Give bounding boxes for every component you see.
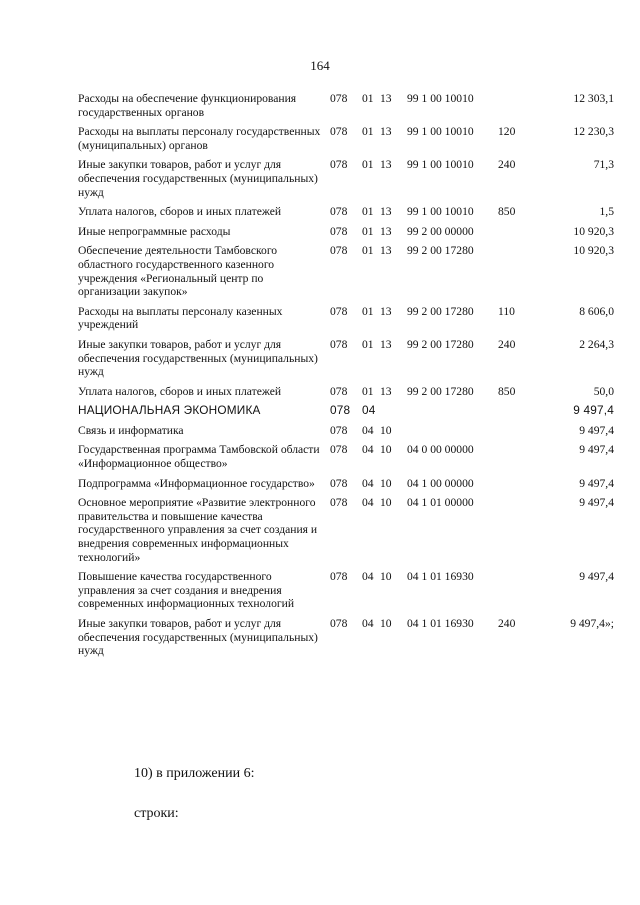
subsection-code: 10: [380, 617, 392, 630]
subsection-code: 13: [380, 384, 392, 398]
ved-code: 078: [330, 158, 348, 172]
section-code: 01: [362, 244, 374, 258]
target-article-code: 99 1 00 10010: [407, 205, 474, 219]
target-article-code: 99 2 00 17280: [407, 384, 474, 398]
subsection-code: 13: [380, 337, 392, 351]
expense-type-code: 240: [498, 617, 516, 630]
section-code: 04: [362, 570, 374, 584]
expense-type-code: 240: [498, 337, 516, 351]
subsection-code: 10: [380, 570, 392, 584]
amount: 2 264,3: [579, 337, 614, 351]
section-code: 04: [362, 403, 376, 418]
amount: 71,3: [593, 158, 614, 172]
ved-code: 078: [330, 570, 348, 584]
subsection-code: 10: [380, 476, 392, 490]
expense-type-code: 850: [498, 384, 516, 398]
amount: 9 497,4: [579, 443, 614, 457]
table-row: [78, 338, 626, 379]
expense-type-code: 240: [498, 158, 516, 172]
row-name: Подпрограмма «Информационное государство»: [78, 476, 315, 490]
target-article-code: 99 2 00 17280: [407, 304, 474, 318]
target-article-code: 99 1 00 10010: [407, 92, 474, 105]
ved-code: 078: [330, 496, 348, 510]
ved-code: 078: [330, 304, 348, 318]
ved-code: 078: [330, 403, 351, 418]
section-code: 01: [362, 158, 374, 172]
amount: 9 497,4: [579, 423, 614, 437]
row-name: Расходы на обеспечение функционирования государственных органов: [78, 92, 297, 119]
amount: 12 230,3: [573, 125, 614, 139]
subsection-code: 13: [380, 158, 392, 172]
subsection-code: 13: [380, 92, 392, 105]
table-row: [78, 404, 626, 418]
page-number: 164: [310, 58, 330, 73]
section-code: 01: [362, 205, 374, 219]
ved-code: 078: [330, 337, 348, 351]
table-row: [78, 205, 626, 219]
amount: 10 920,3: [573, 224, 614, 238]
row-name: Уплата налогов, сборов и иных платежей: [78, 205, 282, 219]
subsection-code: 10: [380, 443, 392, 457]
ved-code: 078: [330, 617, 348, 630]
row-name: Иные закупки товаров, работ и услуг для обеспечения государственных (муниципальных) нужд: [78, 158, 318, 199]
subsection-code: 13: [380, 125, 392, 139]
section-code: 01: [362, 125, 374, 139]
amount: 10 920,3: [573, 244, 614, 258]
target-article-code: 99 1 00 10010: [407, 158, 474, 172]
table-row: [78, 244, 626, 298]
table-row: [78, 385, 626, 399]
row-name: Уплата налогов, сборов и иных платежей: [78, 384, 282, 398]
ved-code: 078: [330, 443, 348, 457]
amount: 9 497,4: [579, 476, 614, 490]
section-code: 04: [362, 496, 374, 510]
subsection-code: 13: [380, 304, 392, 318]
section-code: 04: [362, 476, 374, 490]
budget-table: [78, 92, 626, 664]
expense-type-code: 850: [498, 205, 516, 219]
ved-code: 078: [330, 205, 348, 219]
subsection-code: 13: [380, 224, 392, 238]
amount: 12 303,1: [573, 92, 614, 105]
row-name: Иные закупки товаров, работ и услуг для обеспечения государственных (муниципальных) нужд: [78, 337, 318, 379]
subsection-code: 13: [380, 244, 392, 258]
row-name: Расходы на выплаты персоналу казенных учреждений: [78, 304, 283, 332]
table-row: [78, 225, 626, 239]
ved-code: 078: [330, 224, 348, 238]
table-row: [78, 570, 626, 611]
row-name: Расходы на выплаты персоналу государственных (муниципальных) органов: [78, 125, 321, 152]
table-row: [78, 477, 626, 491]
section-code: 01: [362, 92, 374, 105]
target-article-code: 04 0 00 00000: [407, 443, 474, 457]
amount: 50,0: [593, 384, 614, 398]
expense-type-code: 110: [498, 304, 515, 318]
subsection-code: 10: [380, 496, 392, 510]
row-name: Повышение качества государственного управления за счет создания и внедрения современных информационных технологий: [78, 570, 295, 611]
table-row: [78, 424, 626, 438]
row-name: Иные непрограммные расходы: [78, 224, 231, 238]
target-article-code: 99 2 00 17280: [407, 244, 474, 258]
section-code: 01: [362, 224, 374, 238]
amount: 8 606,0: [579, 304, 614, 318]
paragraph-lines: строки:: [134, 806, 179, 821]
target-article-code: 04 1 01 16930: [407, 570, 474, 584]
table-row: [78, 496, 626, 564]
ved-code: 078: [330, 244, 348, 258]
row-name: Иные закупки товаров, работ и услуг для обеспечения государственных (муниципальных) нужд: [78, 617, 318, 658]
amount: 9 497,4: [579, 570, 614, 584]
table-row: [78, 92, 626, 119]
ved-code: 078: [330, 92, 348, 105]
row-name: НАЦИОНАЛЬНАЯ ЭКОНОМИКА: [78, 403, 261, 418]
subsection-code: 10: [380, 423, 392, 437]
row-name: Обеспечение деятельности Тамбовского областного государственного казенного учреждения «Региональный центр по организации закупок»: [78, 244, 278, 299]
table-row: [78, 617, 626, 658]
subsection-code: 13: [380, 205, 392, 219]
target-article-code: 99 1 00 10010: [407, 125, 474, 139]
target-article-code: 04 1 00 00000: [407, 476, 474, 490]
amount: 9 497,4: [579, 496, 614, 510]
table-row: [78, 158, 626, 199]
section-code: 04: [362, 617, 374, 630]
target-article-code: 04 1 01 00000: [407, 496, 474, 510]
table-row: [78, 443, 626, 470]
amount: 9 497,4»;: [570, 617, 614, 630]
amount: 9 497,4: [573, 403, 614, 418]
row-name: Основное мероприятие «Развитие электронного правительства и повышение качества государственного управления за счет создания и внедрения современных информационных технологий»: [78, 496, 318, 564]
section-code: 01: [362, 337, 374, 351]
target-article-code: 99 2 00 00000: [407, 224, 474, 238]
row-name: Государственная программа Тамбовской области «Информационное общество»: [78, 443, 320, 471]
section-code: 01: [362, 304, 374, 318]
target-article-code: 99 2 00 17280: [407, 337, 474, 351]
table-row: [78, 125, 626, 152]
ved-code: 078: [330, 423, 348, 437]
expense-type-code: 120: [498, 125, 516, 139]
table-row: [78, 305, 626, 332]
target-article-code: 04 1 01 16930: [407, 617, 474, 630]
section-code: 04: [362, 423, 374, 437]
section-code: 04: [362, 443, 374, 457]
row-name: Связь и информатика: [78, 423, 184, 437]
ved-code: 078: [330, 476, 348, 490]
section-code: 01: [362, 384, 374, 398]
amount: 1,5: [599, 205, 614, 219]
ved-code: 078: [330, 125, 348, 139]
ved-code: 078: [330, 384, 348, 398]
paragraph-appendix-6: 10) в приложении 6:: [134, 766, 255, 781]
